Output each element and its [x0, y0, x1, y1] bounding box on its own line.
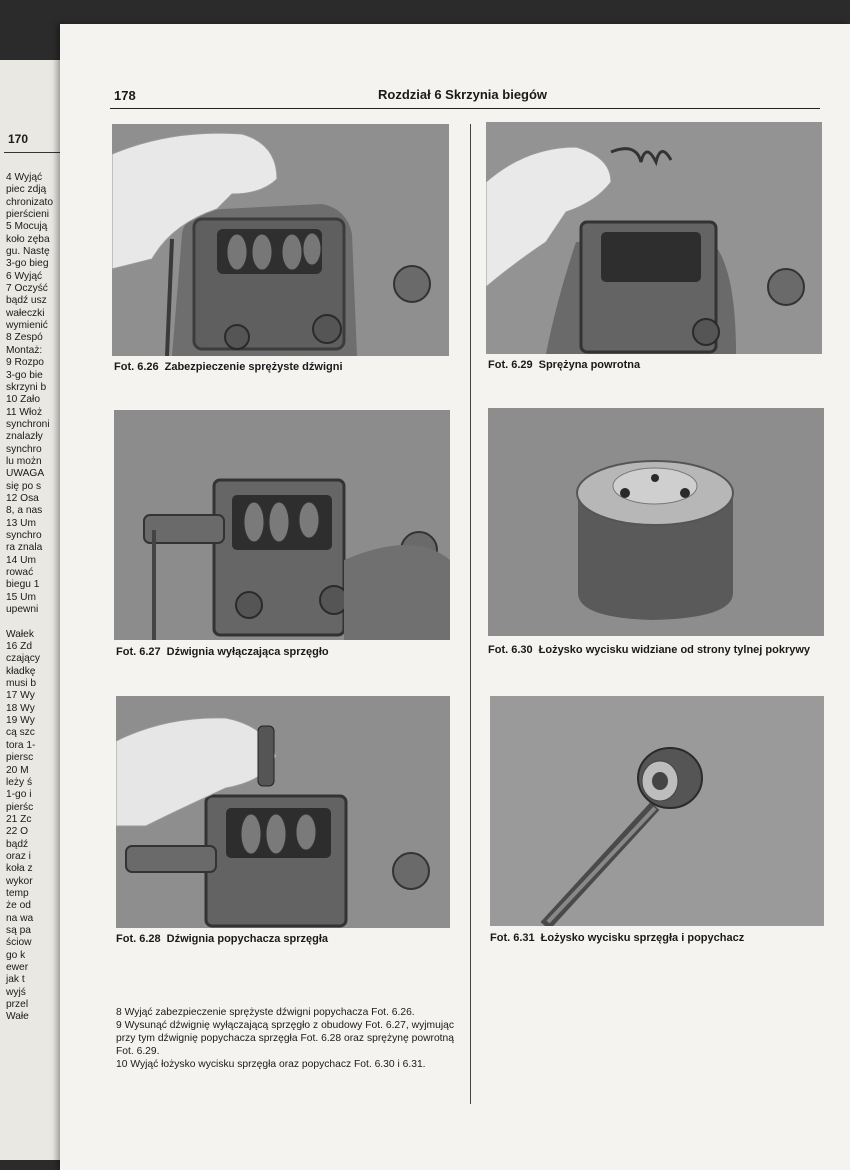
back-page-line: cą szc [6, 727, 35, 739]
back-page-line: się po s [6, 480, 42, 492]
back-page-line: 15 Um [6, 591, 37, 603]
back-page-line: chronizato [6, 196, 54, 208]
back-page-line: synchro [6, 443, 42, 455]
back-page-line: rować [6, 567, 34, 578]
bearing-pusher-image [490, 696, 824, 926]
back-page-line: 16 Zd [6, 641, 33, 653]
back-page-line: 8 Zespó [6, 332, 43, 344]
book-page [60, 24, 850, 1170]
back-page-line: koło zęba [6, 233, 50, 245]
caption-6-26 [114, 361, 454, 374]
back-page-line: synchro [6, 529, 42, 541]
back-page-line: 12 Osa [6, 492, 39, 504]
back-page-line: go k [6, 949, 26, 961]
back-page-line: temp [6, 887, 29, 899]
back-page-line: biegu 1 [6, 579, 40, 591]
back-page-line: 5 Mocują [6, 221, 48, 233]
back-page-line: wałeczki [6, 307, 45, 319]
back-page-line: Montaż: [6, 344, 43, 356]
back-page-line: kładkę [6, 665, 36, 677]
chapter-header: Rozdział 6 Skrzynia biegów [378, 87, 548, 102]
photo-6-27 [114, 410, 450, 640]
back-page-line: że od [6, 900, 31, 912]
back-page-line [6, 616, 53, 628]
back-page-line: 9 Rozpo [6, 357, 44, 369]
back-page-line: 7 Oczyść [6, 283, 48, 295]
caption-6-29 [488, 359, 828, 372]
back-page-line: 11 Włoż [6, 406, 43, 418]
back-page-line: 20 M [6, 764, 29, 776]
back-page-line: upewni [6, 604, 39, 616]
figure-caption: Sprężyna powrotna [538, 359, 641, 371]
back-page-line: 6 Wyjąć [6, 270, 43, 282]
back-page-line: piec zdją [6, 184, 47, 196]
back-page-line: Wałek [6, 628, 34, 640]
back-page-line: musi b [6, 678, 37, 690]
back-page-line: 14 Um [6, 554, 37, 566]
back-page-line: pierśc [6, 801, 34, 813]
instruction-step: 10 Wyjąć łożysko wycisku sprzęgła oraz popychacz Fot. 6.30 i 6.31. [116, 1059, 426, 1070]
photo-6-26 [112, 124, 449, 356]
back-page-line: Wałe [6, 1011, 29, 1023]
page-number: 178 [114, 88, 136, 103]
instruction-step: 9 Wysunąć dźwignię wyłączającą sprzęgło z obudowy Fot. 6.27, wyjmując przy tym dźwignię popychacza sprzęgła Fot. 6.28 oraz sprężynę powrotną Fot. 6.29. [116, 1020, 454, 1057]
back-page-line: piersc [6, 752, 34, 764]
gearbox-lever-image [114, 410, 450, 640]
photo-6-30 [488, 408, 824, 636]
back-page-line: 10 Zało [6, 394, 40, 406]
caption-6-28 [116, 933, 456, 946]
back-page-line: 21 Zc [6, 813, 32, 825]
back-page-line: leży ś [6, 776, 33, 788]
photo-6-28 [116, 696, 450, 928]
back-page-line: oraz i [6, 850, 31, 862]
figure-caption: Zabezpieczenie sprężyste dźwigni [164, 361, 343, 373]
back-page-line: 3-go bieg [6, 258, 49, 270]
gearbox-pusher-image [116, 696, 450, 928]
figure-number: Fot. 6.30 [488, 644, 533, 656]
back-page-line: wyjś [6, 986, 26, 998]
back-page-line: 1-go i [6, 789, 32, 801]
back-page-line: bądź [6, 838, 29, 850]
back-page-line: ra znala [6, 542, 43, 554]
figure-number: Fot. 6.28 [116, 933, 161, 945]
caption-6-27 [116, 646, 456, 659]
caption-6-30 [488, 644, 816, 657]
back-page-line: czający [6, 653, 40, 665]
column-divider [470, 124, 471, 1104]
gearbox-hand-image [112, 124, 449, 356]
back-page-number: 170 [8, 132, 29, 146]
figure-caption: Dźwignia popychacza sprzęgła [166, 933, 328, 945]
figure-number: Fot. 6.27 [116, 646, 161, 658]
back-page-line: ściow [6, 937, 32, 949]
back-page-line: 22 O [6, 826, 29, 838]
back-page-line: 13 Um [6, 517, 37, 529]
back-page-line: 19 Wy [6, 715, 35, 727]
back-page-line: wymienić [6, 320, 48, 332]
back-page-line: koła z [6, 863, 33, 875]
release-bearing-image [488, 408, 824, 636]
figure-caption: Łożysko wycisku widziane od strony tylnej pokrywy [538, 644, 811, 656]
figure-number: Fot. 6.31 [490, 932, 535, 944]
figure-caption: Łożysko wycisku sprzęgła i popychacz [540, 932, 745, 944]
back-page-line: na wa [6, 912, 34, 924]
back-page-line: UWAGA [6, 468, 45, 480]
back-page-line: synchroni [6, 418, 50, 430]
caption-6-31 [490, 932, 830, 945]
figure-number: Fot. 6.29 [488, 359, 533, 371]
header-rule [110, 108, 820, 109]
back-page-line: są pa [6, 924, 31, 936]
instruction-text [116, 1006, 454, 1071]
back-page-line: lu możn [6, 455, 42, 467]
instruction-step: 8 Wyjąć zabezpieczenie sprężyste dźwigni popychacza Fot. 6.26. [116, 1007, 415, 1018]
photo-6-29 [486, 122, 822, 354]
back-page-line: 4 Wyjąć [6, 172, 43, 183]
return-spring-image [486, 122, 822, 354]
back-page-line: tora 1- [6, 739, 36, 751]
back-page-line: pierścieni [6, 209, 50, 221]
back-page-line: 18 Wy [6, 702, 35, 714]
figure-number: Fot. 6.26 [114, 361, 159, 373]
back-page-text [6, 172, 53, 1024]
figure-caption: Dźwignia wyłączająca sprzęgło [166, 646, 329, 658]
back-page-line: jak t [6, 974, 25, 986]
back-page-line: znalazły [6, 431, 43, 443]
photo-6-31 [490, 696, 824, 926]
back-page-line: przel [6, 999, 29, 1011]
back-page-line: bądź usz [6, 295, 47, 307]
back-page-line: ewer [6, 962, 29, 973]
back-page-line: wykor [6, 875, 33, 887]
back-page-line: gu. Nastę [6, 246, 50, 258]
back-page-line: 3-go bie [6, 369, 43, 381]
back-page-line: 8, a nas [6, 505, 43, 517]
back-page-line: 17 Wy [6, 690, 35, 702]
back-page-line: skrzyni b [6, 381, 47, 393]
